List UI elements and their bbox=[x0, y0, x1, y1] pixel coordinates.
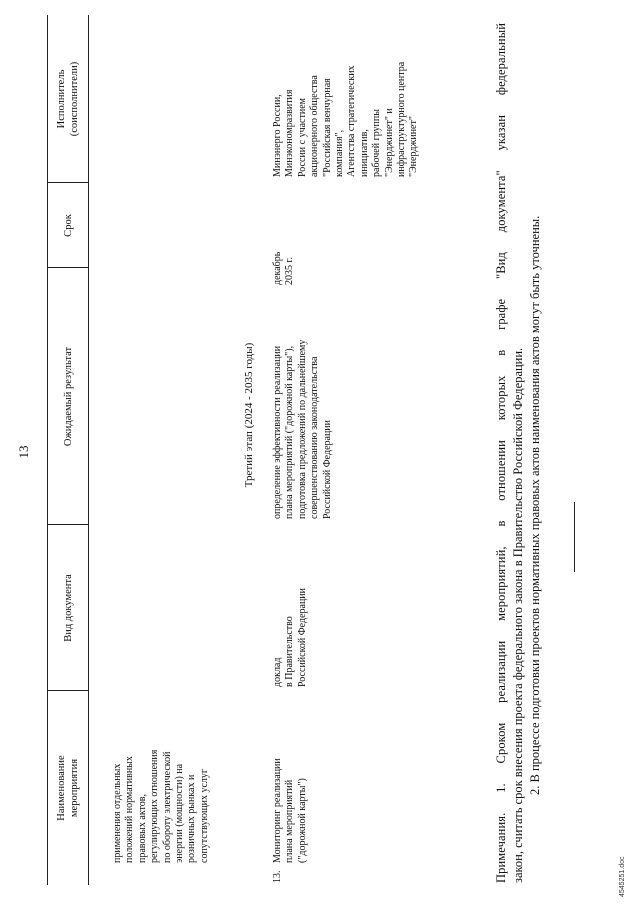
row-name: Мониторинг реализации плана мероприятий ("дорожной карты") bbox=[272, 758, 308, 863]
table-top-border bbox=[47, 15, 48, 885]
header-deadline: Срок bbox=[63, 214, 74, 237]
header-doc-type: Вид документа bbox=[63, 574, 74, 642]
note-line-3: 2. В процессе подготовки проектов нормативных правовых актов наименования актов могут быть уточнены. bbox=[528, 215, 542, 795]
header-result: Ожидаемый результат bbox=[63, 346, 74, 447]
stage-title: Третий этап (2024 - 2035 годы) bbox=[243, 342, 255, 488]
continuation-text: применения отдельных положений нормативных правовых актов, регулирующих отношения по обороту электрической энергии (мощности) на розничных рынках и сопутствующих услуг bbox=[112, 749, 210, 863]
row-deadline: декабрь 2035 г. bbox=[272, 251, 296, 285]
page-number: 13 bbox=[16, 445, 31, 459]
header-name: Наименование мероприятия bbox=[56, 755, 80, 821]
separator-line bbox=[574, 502, 575, 572]
note-line-2: закон, считать срок внесения проекта федерального закона в Правительство Российской Федерации. bbox=[511, 347, 525, 883]
doc-code: 4545251.doc bbox=[619, 856, 626, 897]
row-number: 13. bbox=[272, 870, 283, 883]
row-result: определение эффективности реализации плана мероприятий ("дорожной карты"), подготовка предложений по дальнейшему совершенствованию законодательства Российской Федерации bbox=[272, 339, 333, 519]
header-executor: Исполнитель (соисполнители) bbox=[56, 61, 80, 137]
note-line-1: Примечания. 1. Сроком реализации мероприятий, в отношении которых в графе "Вид документа" указан федеральный bbox=[494, 23, 508, 883]
row-doc-type: доклад в Правительство Российской Федерации bbox=[272, 587, 308, 687]
row-executor: Минэнерго России, Минэкономразвития России с участием акционерного общества "Российская венчурная компания", Агентства стратегических инициатив, рабочей группы "Энерджинет" и инфраструктурного центра "Энерджинет" bbox=[272, 61, 420, 177]
table-header-divider bbox=[88, 15, 89, 885]
